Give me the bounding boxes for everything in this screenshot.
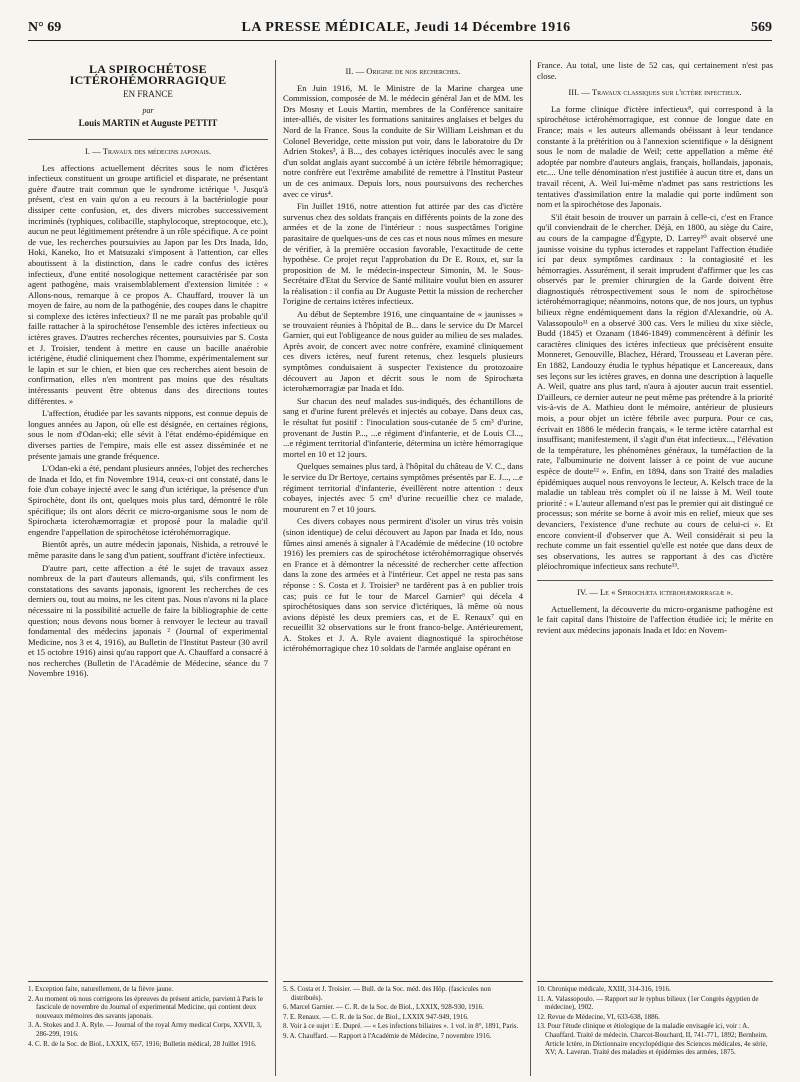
footnotes-col2 [283, 985, 523, 1077]
footnote-rule [28, 981, 268, 982]
column-3 [537, 60, 773, 1075]
section-heading-2: II. — Origine de nos recherches. [345, 66, 461, 76]
paragraph: Fin Juillet 1916, notre attention fut attirée par des cas d'ictère survenus chez des soldats français en différents points de la zone des armées et de la zone de l'intérieur : nous suspectâmes l'origine parasitaire de quelques-uns de ces cas et nous nous mîmes en mesure de vérifier, à la première occasion favorable, l'exactitude de cette hypothèse. Ce projet reçut l'approbation du Dr E. Roux, et, sur la proposition de M. le médecin-inspecteur Simonin, M. le Sous-Secrétaire d'Etat du Service de Santé militaire voulut bien en assurer la réalisation : il confia au Dr Auguste Pettit la mission de rechercher l'origine de certains ictères infectieux. [283, 201, 523, 307]
paragraph: S'il était besoin de trouver un parrain à celle-ci, c'est en France qu'il conviendrait de le chercher. Déjà, en 1800, au siège du Caire, au cours de la campagne d'Égypte, D. Larrey¹⁰ avait observé une jaunisse voisine du typhus icterodes et rappelant l'affection étudiée ici par deux symptômes cardinaux : la contagiosité et les hémorragies. Assurément, il serait imprudent d'affirmer que les cas observés par le premier chirurgien de la Garde doivent être diagnostiqués rétrospectivement sous le nom de spirochétose ictérohémorragique; néanmoins, notons que, de nos jours, un typhus bilieux règne endémiquement dans la région d'Alexandrie, où A. Valassopoulo¹¹ en a observé 300 cas. Vers le milieu du xixe siècle, Budd (1845) et Ozanam (1846-1849) commencèrent à définir les caractères cliniques des ictères infectieux que précisèrent ensuite Monneret, Genouville, Blachez, Hérard, Trousseau et Laveran père. En 1882, Landouzy étudia le typhus hépatique et Lancereaux, dans ses leçons sur les ictères graves, en donna une description à laquelle A. Weil, quatre ans plus tard, n'aura à ajouter aucun trait essentiel. D'ailleurs, ce dernier auteur ne peut même pas prétendre à la priorité vis-à-vis de A. Mathieu dont le mémoire, antérieur de plusieurs mois, a pour objet un ictère fébrile avec purpura. Pour ce cas, écrivait en 1886 le médecin français, « le terme ictère catarrhal est insuffisant; manifestement, il s'agit d'un état infectieux..., l'élévation de la température, les phénomènes généraux, la tuméfaction de la rate, l'albuminurie ne doivent laisser à ce point de vue aucune espèce de doute¹² ». Enfin, en 1894, dans son Traité des maladies épidémiques auquel nous renvoyons le lecteur, A. Kelsch trace de la maladie un tableau très complet où il ne laisse à M. Weil toute priorité : « L'auteur allemand n'est pas le premier qui ait distingué ce processus; son mérite se borne à avoir mis en relief, mieux que ses devanciers, l'existence d'une rechute au cours de celui-ci ». Et encore convient-il d'observer que A. Weil considérait si peu la rechute comme un fait essentiel qu'elle est notée que dans deux de ses observations, les autres se rapportant à des cas d'ictère pléiochromique infectieux sans rechute¹³. [537, 211, 773, 572]
paragraph: D'autre part, cette affection a été le sujet de travaux assez nombreux de la part d'auteurs allemands, qui, s'ils confirment les constatations des savants japonais, ignorent les recherches de ces derniers ou, tout au moins, ne les citent pas. Nous n'avons ni la place nécessaire ni la possibilité actuelle de faire la bibliographie de cette question; nous devons nous borner à renvoyer le lecteur au travail fondamental des médecins japonais ² (Journal of experimental Medicine, nos 3 et 4, 1916), au Bulletin de l'Institut Pasteur (30 avril et 15 octobre 1916) ainsi qu'au rapport que A. Chauffard a consacré à nos recherches (Bulletin de l'Académie de Médecine, séance du 7 Novembre 1916). [28, 562, 268, 679]
footnote: 6. Marcel Garnier. — C. R. de la Soc. de Biol., LXXIX, 928-930, 1916. [283, 1003, 484, 1012]
footnote: 5. S. Costa et J. Troisier. — Bull. de la Soc. méd. des Hôp. (fascicules non distribués). [283, 985, 491, 1002]
footnote: 11. A. Valassopoulo. — Rapport sur le typhus bilieux (1er Congrès égyptien de médecine), 1902. [537, 994, 759, 1012]
paragraph: Les affections actuellement décrites sous le nom d'ictères infectieux constituent un groupe artificiel et disparate, ne présentant guère d'autre trait commun que le syndrome ictérique ¹. Jusqu'à présent, c'est en vain qu'on a eu recours à la bactériologie pour dissiper cette confusion, et, des divers microbes successivement incriminés (typhiques, colibacille, staphylocoque, streptocoque, etc.), aucun ne peut légitimement prétendre à un rôle spécifique. A ce point de vue, les recherches poursuivies au Japon par les Drs Inada, Ido, Hoki, Kaneko, Ito et Matsuzaki s'imposent à l'attention, car elles aboutissent à la distinction, dans le cadre confus des ictères infectieux, d'une entité nosologique nettement caractérisée par son agent pathogène, mais vraisemblablement d'extension limitée : « Allons-nous, remarque à ce propos A. Chauffard, trouver là un moyen de faire, au nom de la pathogénie, des coupes dans le chapitre si complexe des ictères infectieux? Il ne me paraît pas probable qu'il faille rattacher à la spirochétose l'ensemble des ictères infectieux ou ictères graves. D'autres recherches récentes, poursuivies par S. Costa et J. Troisier, tendent à mettre en cause un bacille anaérobie ictérigène, étudié cliniquement chez l'homme, expérimentalement sur le lapin et sur le chien, et bien que ces recherches aient besoin de confirmation, elles n'en montrent pas moins que des résultats intéressants peuvent être obtenus dans des directions toutes différentes. » [28, 162, 268, 406]
byline-par: par [142, 105, 154, 115]
paragraph: Au début de Septembre 1916, une cinquantaine de « jaunisses » se trouvaient réunies à l'hôpital de B... dans le service du Dr Marcel Garnier, qui eut l'obligeance de nous guider au milieu de ses malades. Après avoir, de concert avec notre confrère, examiné cliniquement ces divers ictères, neuf furent retenus, chez lesquels plusieurs symptômes conduisaient à suspecter l'existence du protozoaire découvert au Japon et décrit sous le nom de Spirochæta icterohæmorragiæ par Inada et Ido. [283, 309, 523, 394]
footnote: 3. A. Stokes and J. A. Ryle. — Journal of the royal Army medical Corps, XXVII, 3, 286-299, 1916. [28, 1021, 262, 1038]
page-header [28, 14, 772, 36]
footnote-rule [537, 981, 773, 982]
paragraph: Sur chacun des neuf malades sus-indiqués, des échantillons de sang et d'urine furent prélevés et injectés au cobaye. Dans deux cas, le résultat fut positif : l'inoculation sous-cutanée de 5 cm³ d'urine, provenant de Justin P..., ...e régiment d'infanterie, et de Louis Cl..., ...e régiment territorial d'infanterie, détermina un ictère hémorragique mortel en 10 et 12 jours. [283, 395, 523, 459]
paragraph: France. Au total, une liste de 52 cas, qui certainement n'est pas close. [537, 60, 773, 81]
paragraph: La forme clinique d'ictère infectieux⁸, qui correspond à la spirochétose ictérohémorragique, est connue de longue date en France; mais « les auteurs allemands obéissant à leur tendance constante à la prétérition ou à l'annexion scientifique » la désignent sous le nom de maladie de Weil; cette appellation a même été adoptée par nombre d'auteurs anglais, français, hollandais, japonais, etc.... Une telle dénomination n'est justifiée à aucun titre et, dans un travail récent, A. Weil lui-même n'admet pas sans restrictions les tentatives d'assimilation entre la maladie qui porte indûment son nom et la spirochétose des Japonais. [537, 103, 773, 210]
paragraph: Ces divers cobayes nous permirent d'isoler un virus très voisin (sinon identique) de celui découvert au Japon par Inada et Ido, nous fûmes ainsi amenés à signaler à l'Académie de médecine (10 octobre 1916) les premiers cas de spirochétose ictérohémorragique observés en France et à démontrer la nécessité de rechercher cette affection dans la zone des armées et à l'intérieur. Cet appel ne resta pas sans réponse : S. Costa et J. Troisier⁵ ne tardèrent pas à en publier trois cas; puis ce fut le tour de Marcel Garnier⁶ qui décela 4 spirochétosiques dans son service d'ictériques, là même où nous avions dépisté les deux premiers cas, et de E. Renaux⁷ qui en recueillit 32 observations sur le front franco-belge. Antérieurement, A. Stokes et J. A. Ryle avaient diagnostiqué la spirochétose ictérohémorragique chez 10 soldats de l'armée anglaise opérant en [283, 516, 523, 654]
footnotes-col1 [28, 985, 268, 1077]
column-divider [530, 60, 531, 1076]
footnote: 13. Pour l'étude clinique et étiologique de la maladie envisagée ici, voir : A. Chauffard. Traité de médecin. Charcot-Bouchard, II, 741-771, 1892; Bernheim. Article Ictère, in Dictionnaire encyclopédique des Sciences médicales, 4e série, XV; A. Laveran. Traité des maladies et épidémies des armées, 1875. [537, 1022, 768, 1057]
footnote: 9. A. Chauffard. — Rapport à l'Académie de Médecine, 7 novembre 1916. [283, 1031, 492, 1040]
paragraph: Quelques semaines plus tard, à l'hôpital du château de V. C., dans le service du Dr Bertoye, certains symptômes présentés par E. J..., ...e régiment territorial d'infanterie, éveillèrent notre attention : deux cobayes, injectés avec 5 cm³ d'urine recueillie chez ce malade, moururent en 7 et 10 jours. [283, 461, 523, 514]
article-subtitle: EN FRANCE [123, 89, 173, 100]
paragraph: L'affection, étudiée par les savants nippons, est connue depuis de longues années au Japon, où elle est désignée, en certaines régions, sous le nom d'Odan-eki; elle sévit à l'état endémo-épidémique en diverses parties de l'empire, mais elle est assez disséminée et ne présente jamais une grande fréquence. [28, 408, 268, 461]
section-heading-1: I. — Travaux des médecins japonais. [28, 139, 268, 157]
article-title: LA SPIROCHÉTOSE ICTÉROHÉMORRAGIQUE [69, 62, 227, 87]
footnote: 7. E. Renaux. — C. R. de la Soc. de Biol., LXXIX 947-949, 1916. [283, 1012, 469, 1021]
footnote: 2. Au moment où nous corrigeons les épreuves du présent article, parvient à Paris le fascicule de novembre du Journal of experimental Medicine, qui contient deux nouveaux mémoires des savants japonais. [28, 994, 263, 1020]
paragraph: Bientôt après, un autre médecin japonais, Nishida, a retrouvé le même parasite dans le sang d'un patient, souffrant d'ictère infectieux. [28, 539, 268, 560]
footnote: 12. Revue de Médecine, VI, 633-638, 1886. [537, 1012, 660, 1021]
issue-number: N° 69 [28, 20, 62, 35]
paragraph: Actuellement, la découverte du micro-organisme pathogène est le fait capital dans l'histoire de l'affection étudiée ici; le mérite en revient aux médecins japonais Inada et Ido: en Novem- [537, 603, 773, 635]
footnote: 8. Voir à ce sujet : E. Dupré. — « Les infections biliaires ». 1 vol. in 8°, 1891, Paris. [283, 1022, 519, 1031]
section-heading-4: IV. — Le « Spirochæta icterohæmorragiæ ». [537, 580, 773, 598]
paragraph: L'Odan-eki a été, pendant plusieurs années, l'objet des recherches de Inada et Ido, et fin Novembre 1914, ceux-ci ont constaté, dans le foie d'un cobaye injecté avec le sang d'un ictérique, la présence d'un Spirochète, dont ils ont, quelques mois plus tard, démontré le rôle spécifique; ils ont alors décrit ce micro-organisme sous le nom de Spirochæta icterohæmorragiæ et proposé pour la maladie qu'il engendre l'appellation de spirochétose ictérohémorragique. [28, 463, 268, 537]
paragraph: En Juin 1916, M. le Ministre de la Marine chargea une Commission, composée de M. le médecin général Jan et de MM. les Drs Mosny et Louis Martin, membres de la Conférence sanitaire inter-alliés, de visiter les formations sanitaires anglaises et belges du Nord de la France. Sous la conduite de Sir William Leishman et du Colonel Beveridge, cette mission put voir, dans le laboratoire du Dr Adrien Stokes³, à B..., des cobayes ictériques inoculés avec le sang d'un soldat anglais ayant succombé à un ictère fébrile hémorragique; notre confrère eut l'extrême amabilité de remettre à l'Institut Pasteur un de ces animaux. Depuis lors, nous poursuivons des recherches avec ce virus⁴. [283, 82, 523, 199]
footnote: 4. C. R. de la Soc. de Biol., LXXIX, 657, 1916; Bulletin médical, 28 Juillet 1916. [28, 1039, 257, 1048]
column-2 [283, 60, 523, 1075]
footnote: 10. Chronique médicale, XXIII, 314-316, 1916. [537, 985, 671, 993]
footnote-rule [283, 981, 523, 982]
section-heading-3: III. — Travaux classiques sur l'ictère infectieux. [568, 87, 742, 98]
column-1 [28, 60, 268, 1075]
article-authors: Louis MARTIN et Auguste PETTIT [78, 118, 218, 129]
footnotes-col3 [537, 985, 773, 1077]
journal-title: LA PRESSE MÉDICALE, Jeudi 14 Décembre 1916 [241, 20, 571, 35]
column-divider [275, 60, 276, 1076]
footnote: 1. Exception faite, naturellement, de la fièvre jaune. [28, 985, 174, 993]
page-number: 569 [751, 20, 772, 35]
header-rule [28, 40, 772, 41]
